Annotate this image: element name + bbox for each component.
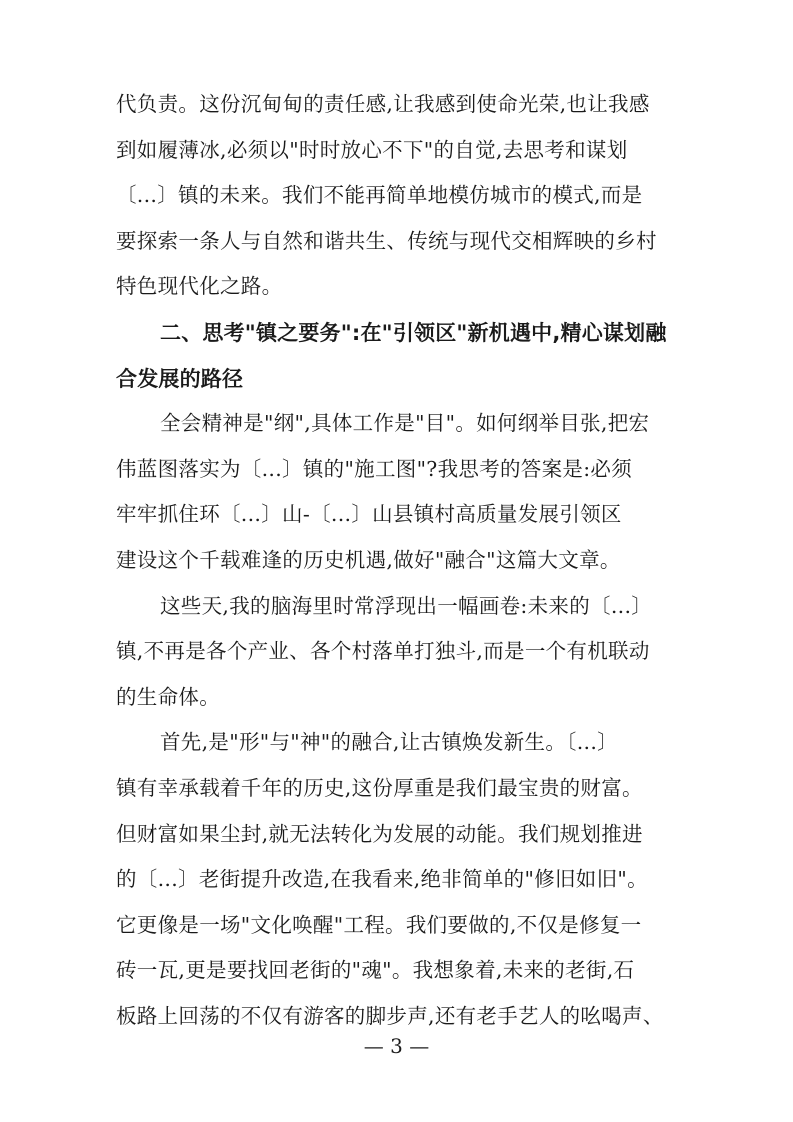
body-text-line: 的〔...〕老街提升改造,在我看来,绝非简单的"修旧如旧"。 — [116, 867, 648, 891]
body-text-line: 砖一瓦,更是要找回老街的"魂"。我想象着,未来的老街,石 — [116, 958, 635, 982]
body-text-line: 要探索一条人与自然和谐共生、传统与现代交相辉映的乡村 — [116, 229, 657, 253]
page-number: — 3 — — [363, 1034, 430, 1058]
body-text-line: 〔...〕镇的未来。我们不能再简单地模仿城市的模式,而是 — [116, 183, 643, 207]
body-text-line: 特色现代化之路。 — [116, 274, 283, 298]
body-text-line: 但财富如果尘封,就无法转化为发展的动能。我们规划推进 — [116, 822, 643, 846]
document-page — [116, 0, 686, 1122]
body-text-line: 它更像是一场"文化唤醒"工程。我们要做的,不仅是修复一 — [116, 913, 642, 937]
body-text-line: 镇有幸承载着千年的历史,这份厚重是我们最宝贵的财富。 — [116, 776, 643, 800]
body-text-line: 镇,不再是各个产业、各个村落单打独斗,而是一个有机联动 — [116, 639, 650, 663]
section-heading-line: 二、思考"镇之要务":在"引领区"新机遇中,精心谋划融 — [160, 321, 667, 345]
body-text-line: 到如履薄冰,必须以"时时放心不下"的自觉,去思考和谋划 — [116, 138, 628, 162]
body-text-line: 牢牢抓住环〔...〕山-〔...〕山县镇村高质量发展引领区 — [116, 502, 622, 526]
body-text-line: 板路上回荡的不仅有游客的脚步声,还有老手艺人的吆喝声、 — [116, 1004, 664, 1028]
body-text-line: 代负责。这份沉甸甸的责任感,让我感到使命光荣,也让我感 — [116, 92, 650, 116]
paragraph-first-line: 这些天,我的脑海里时常浮现出一幅画卷:未来的〔...〕 — [160, 594, 653, 618]
paragraph-first-line: 全会精神是"纲",具体工作是"目"。如何纲举目张,把宏 — [160, 411, 650, 435]
section-heading-line: 合发展的路径 — [116, 367, 244, 391]
body-text-line: 建设这个千载难逢的历史机遇,做好"融合"这篇大文章。 — [116, 548, 621, 572]
body-text-line: 的生命体。 — [116, 685, 220, 709]
paragraph-first-line: 首先,是"形"与"神"的融合,让古镇焕发新生。〔...〕 — [160, 730, 618, 754]
body-text-line: 伟蓝图落实为〔...〕镇的"施工图"?我思考的答案是:必须 — [116, 457, 633, 481]
